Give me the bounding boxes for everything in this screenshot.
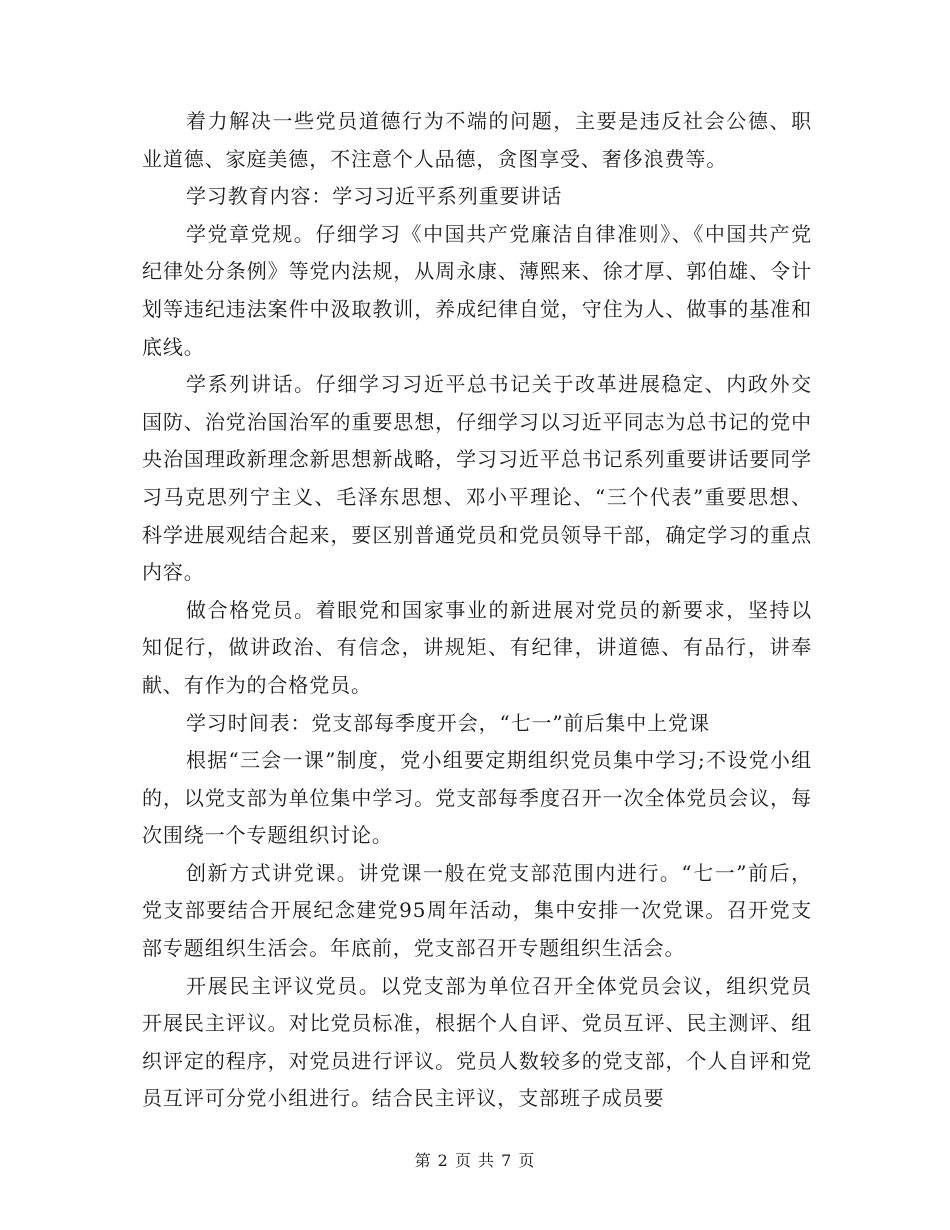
paragraph: 着力解决一些党员道德行为不端的问题，主要是违反社会公德、职业道德、家庭美德，不注意个人品德，贪图享受、奢侈浪费等。 <box>142 109 812 171</box>
paragraph: 做合格党员。着眼党和国家事业的新进展对党员的新要求，坚持以知促行，做讲政治、有信念，讲规矩、有纪律，讲道德、有品行，讲奉献、有作为的合格党员。 <box>142 597 812 697</box>
paragraph: 学党章党规。仔细学习《中国共产党廉洁自律准则》、《中国共产党纪律处分条例》等党内法规，从周永康、薄熙来、徐才厚、郭伯雄、令计划等违纪违法案件中汲取教训，养成纪律自觉，守住为人、做事的基准和底线。 <box>142 221 812 359</box>
paragraph: 根据“三会一课”制度，党小组要定期组织党员集中学习;不设党小组的，以党支部为单位集中学习。党支部每季度召开一次全体党员会议，每次围绕一个专题组织讨论。 <box>142 748 812 848</box>
section-heading: 学习教育内容：学习习近平系列重要讲话 <box>186 184 563 209</box>
section-heading: 学习时间表：党支部每季度开会，“七一”前后集中上党课 <box>186 710 710 735</box>
page-number: 第 2 页 共 7 页 <box>414 1151 536 1170</box>
paragraph: 创新方式讲党课。讲党课一般在党支部范围内进行。“七一”前后，党支部要结合开展纪念建党95周年活动，集中安排一次党课。召开党支部专题组织生活会。年底前，党支部召开专题组织生活会。 <box>142 860 812 961</box>
document-body <box>142 103 812 1118</box>
page-footer <box>0 1151 950 1171</box>
paragraph: 学系列讲话。仔细学习习近平总书记关于改革进展稳定、内政外交国防、治党治国治军的重要思想，仔细学习以习近平同志为总书记的党中央治国理政新理念新思想新战略，学习习近平总书记系列重要讲话要同学习马克思列宁主义、毛泽东思想、邓小平理论、“三个代表”重要思想、科学进展观结合起来，要区别普通党员和党员领导干部，确定学习的重点内容。 <box>142 372 812 585</box>
paragraph: 开展民主评议党员。以党支部为单位召开全体党员会议，组织党员开展民主评议。对比党员标准，根据个人自评、党员互评、民主测评、组织评定的程序，对党员进行评议。党员人数较多的党支部，个人自评和党员互评可分党小组进行。结合民主评议，支部班子成员要 <box>142 973 812 1111</box>
